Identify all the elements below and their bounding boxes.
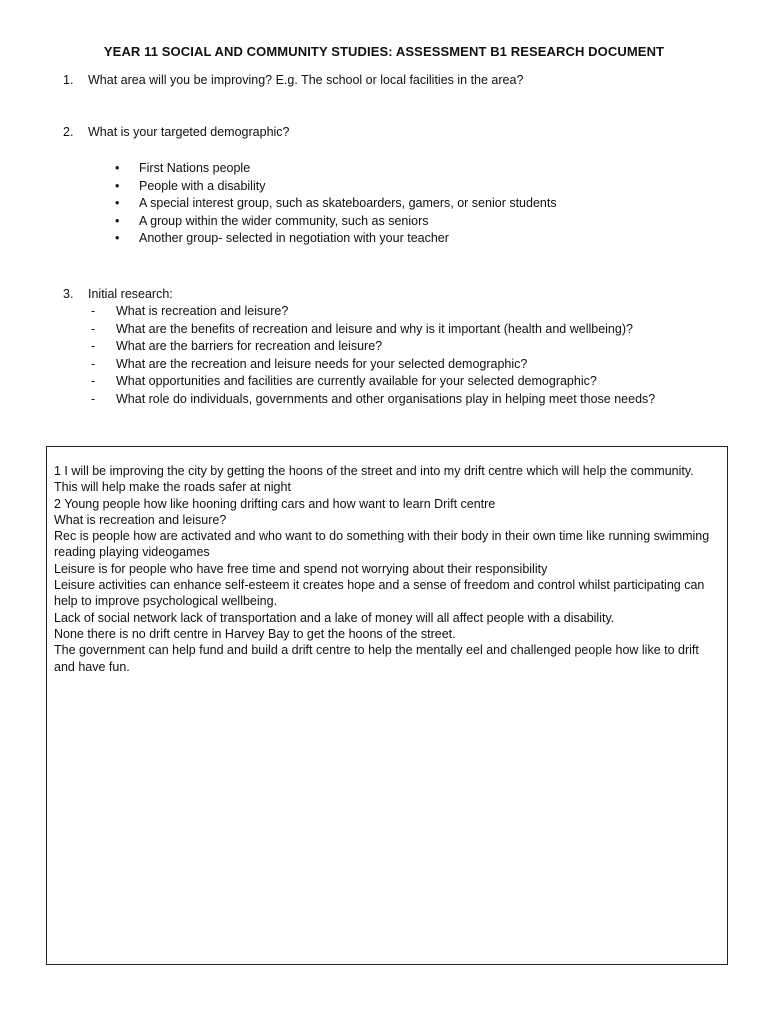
- bullet-icon: •: [115, 231, 120, 245]
- dash-icon: -: [91, 374, 96, 388]
- document-title: YEAR 11 SOCIAL AND COMMUNITY STUDIES: ASSESSMENT B1 RESEARCH DOCUMENT: [103, 44, 665, 59]
- research-label: What opportunities and facilities are currently available for your selected demographic?: [116, 374, 597, 388]
- demographic-item: [113, 178, 557, 196]
- answer-line: 1 I will be improving the city by getting the hoons of the street and into my drift centre which will help the community. This will help make the roads safer at night: [54, 464, 694, 495]
- question-number: 2.: [63, 125, 74, 139]
- answer-line: Leisure is for people who have free time and spend not worrying about their responsibility: [54, 561, 548, 576]
- dash-icon: -: [91, 356, 96, 371]
- demographic-label: A group within the wider community, such as seniors: [139, 213, 429, 228]
- bullet-icon: •: [115, 196, 120, 210]
- research-item: [88, 321, 655, 339]
- answer-line: Rec is people how are activated and who want to do something with their body in their own time like running swimming reading playing videogames: [54, 529, 710, 560]
- dash-icon: -: [91, 304, 96, 318]
- research-label: What are the recreation and leisure needs for your selected demographic?: [116, 356, 528, 371]
- question-text: What is your targeted demographic?: [88, 125, 290, 139]
- bullet-icon: •: [115, 178, 120, 193]
- question-2: [63, 124, 290, 142]
- research-item: [88, 373, 655, 391]
- answer-text: [54, 463, 717, 675]
- question-number: 1.: [63, 73, 74, 87]
- demographic-item: [113, 160, 557, 178]
- dash-icon: -: [91, 391, 96, 406]
- answer-line: Lack of social network lack of transportation and a lake of money will all affect people with a disability.: [54, 610, 615, 625]
- question-1: [63, 72, 523, 90]
- dash-icon: -: [91, 339, 96, 353]
- demographic-item: [113, 213, 557, 231]
- research-item: [88, 303, 655, 321]
- research-label: What role do individuals, governments and other organisations play in helping meet those needs?: [116, 391, 656, 406]
- question-number: 3.: [63, 287, 74, 301]
- demographic-label: People with a disability: [139, 178, 266, 193]
- answer-box[interactable]: [46, 446, 728, 965]
- research-item: [88, 356, 655, 374]
- answer-line: What is recreation and leisure?: [54, 512, 227, 527]
- demographic-list: [113, 160, 557, 248]
- research-item: [88, 391, 655, 409]
- answer-line: The government can help fund and build a drift centre to help the mentally eel and challenged people how like to drift and have fun.: [54, 643, 699, 674]
- demographic-label: First Nations people: [139, 161, 251, 175]
- answer-line: 2 Young people how like hooning drifting cars and how want to learn Drift centre: [54, 496, 496, 511]
- research-item: [88, 338, 655, 356]
- research-label: What is recreation and leisure?: [116, 304, 289, 318]
- research-label: What are the benefits of recreation and leisure and why is it important (health and wellbeing)?: [116, 321, 633, 336]
- bullet-icon: •: [115, 161, 120, 175]
- demographic-label: Another group- selected in negotiation with your teacher: [139, 231, 449, 245]
- research-list: [88, 303, 655, 408]
- bullet-icon: •: [115, 213, 120, 228]
- question-text: Initial research:: [88, 287, 173, 301]
- demographic-item: [113, 195, 557, 213]
- question-3: [63, 286, 173, 304]
- answer-line: Leisure activities can enhance self-esteem it creates hope and a sense of freedom and control whilst participating can help to improve psychological wellbeing.: [54, 578, 705, 609]
- question-text: What area will you be improving? E.g. The school or local facilities in the area?: [88, 73, 524, 87]
- research-label: What are the barriers for recreation and leisure?: [116, 339, 383, 353]
- dash-icon: -: [91, 321, 96, 336]
- demographic-item: [113, 230, 557, 248]
- demographic-label: A special interest group, such as skateboarders, gamers, or senior students: [139, 196, 557, 210]
- answer-line: None there is no drift centre in Harvey Bay to get the hoons of the street.: [54, 626, 456, 641]
